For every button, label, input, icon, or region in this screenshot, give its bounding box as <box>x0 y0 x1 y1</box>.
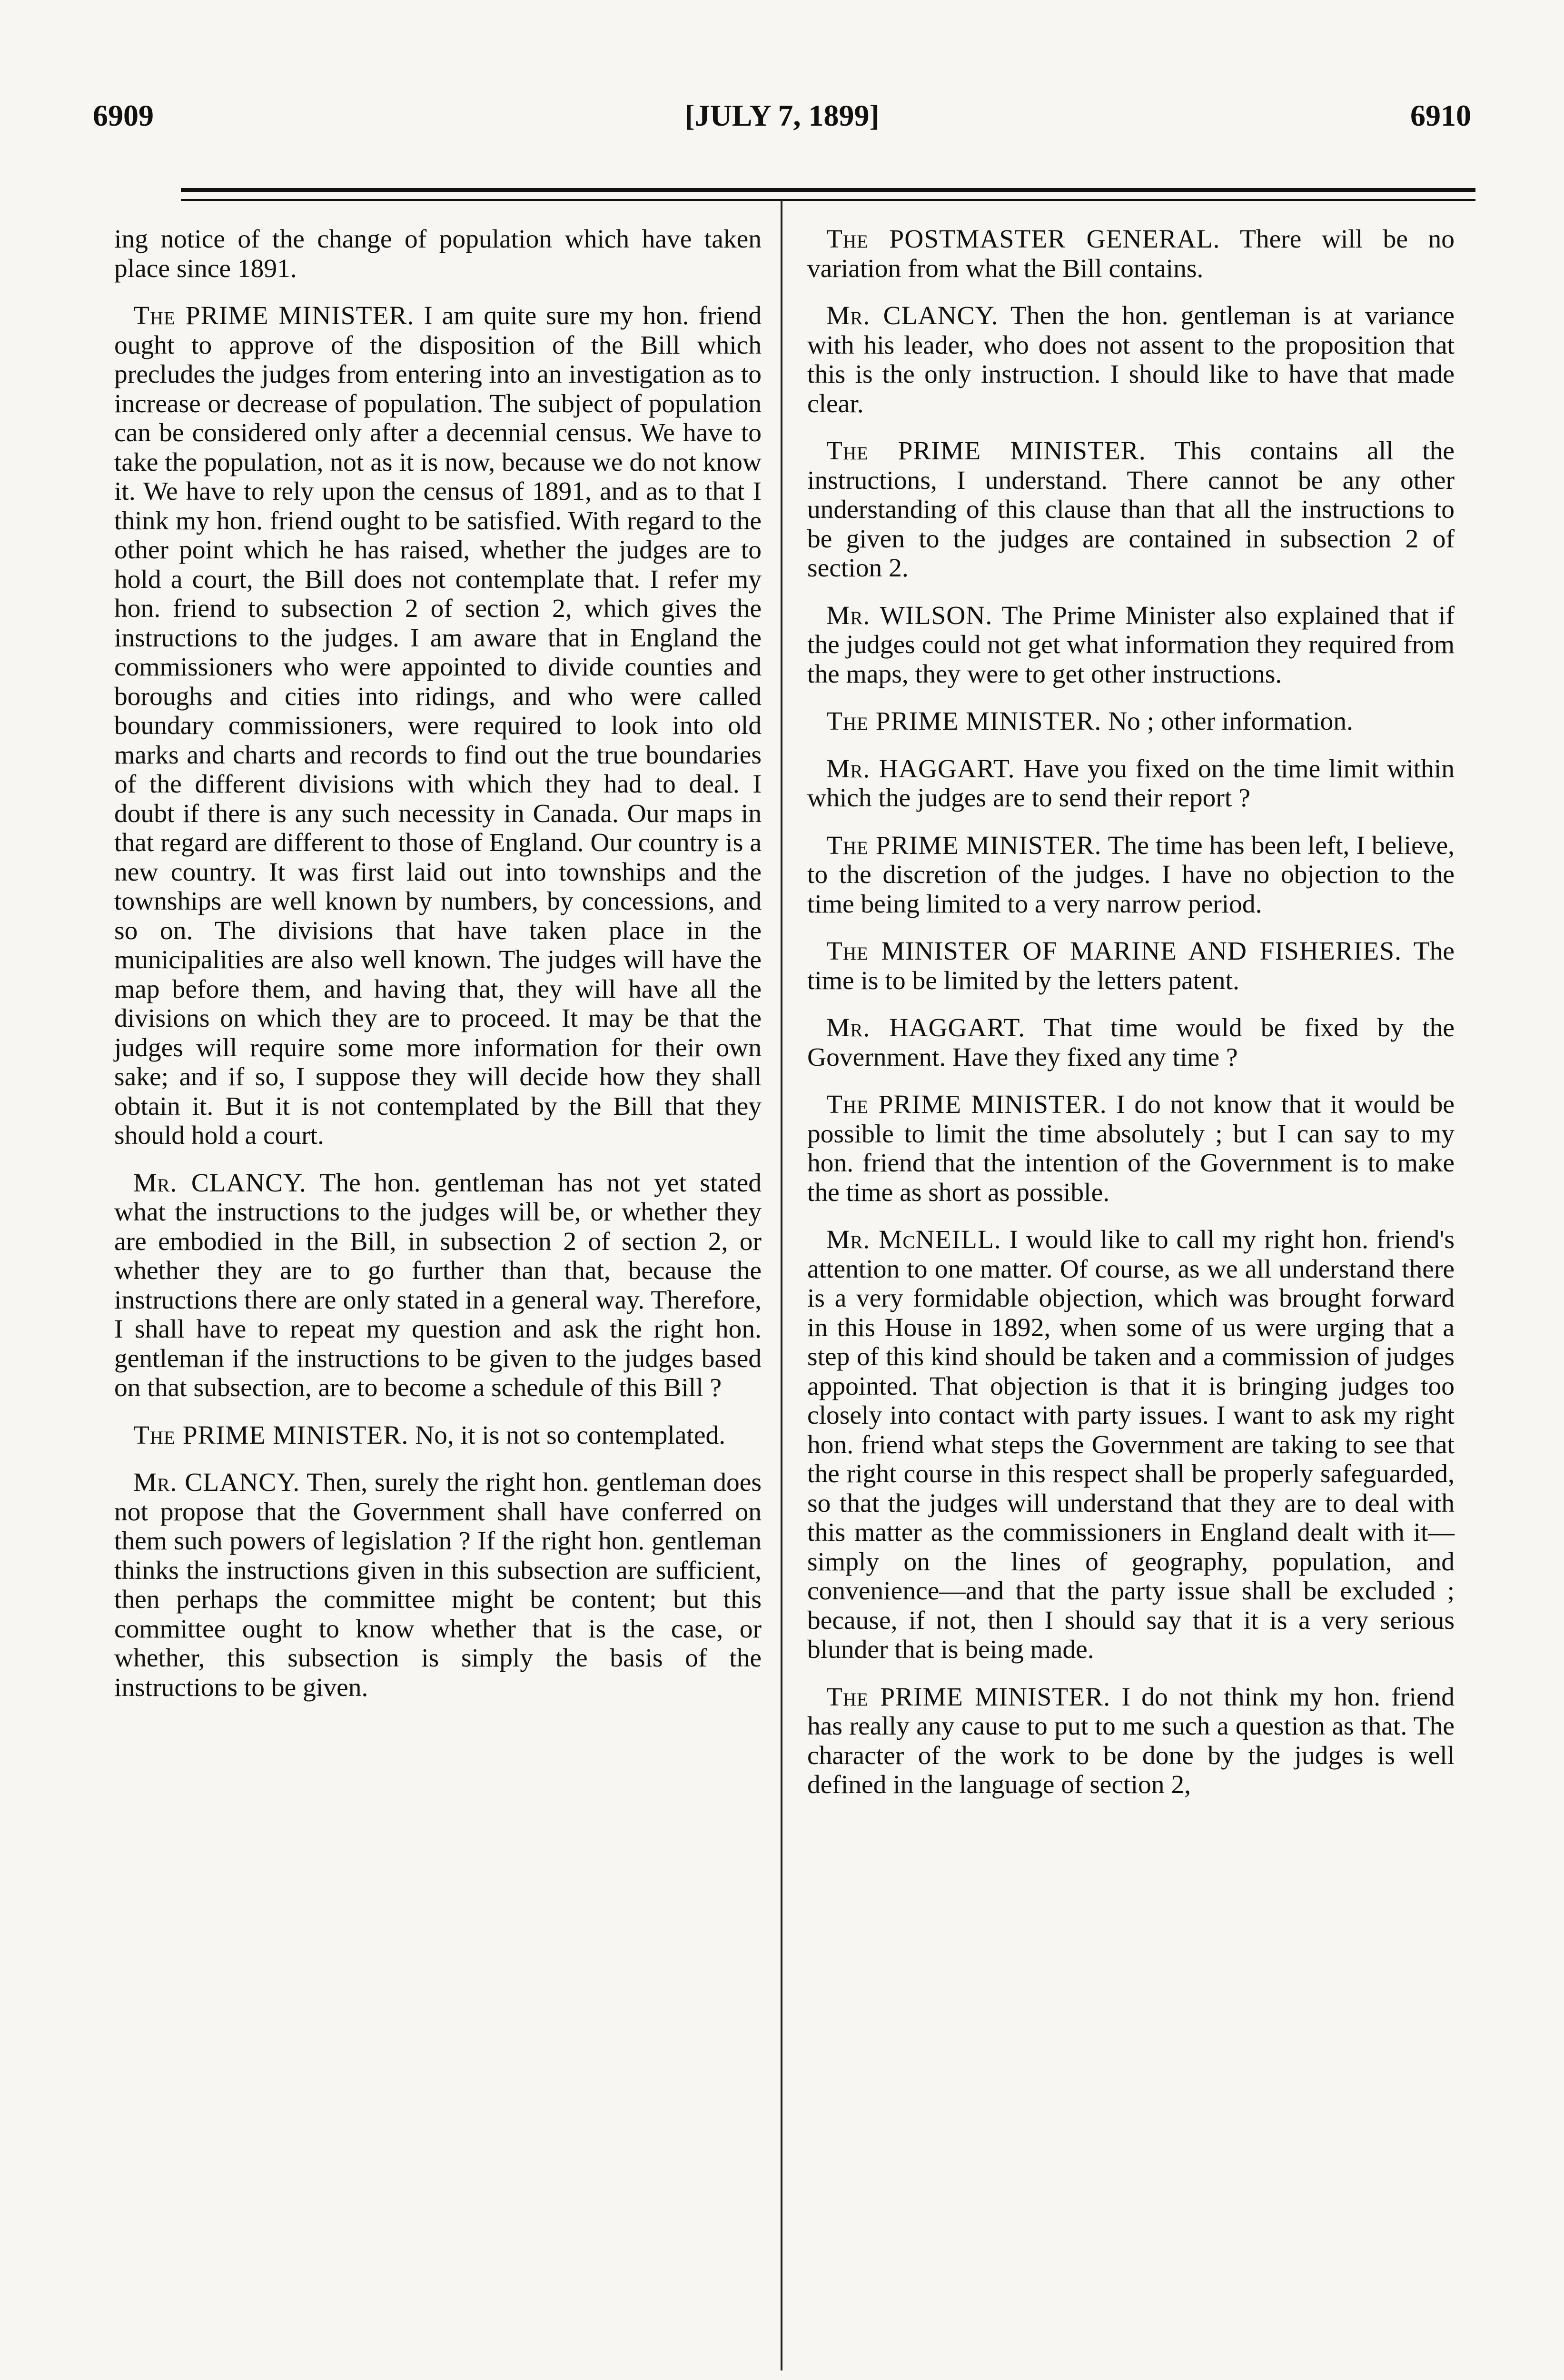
speech-paragraph <box>807 601 1455 689</box>
speech-paragraph <box>807 1225 1455 1665</box>
speech-text: No ; other information. <box>1108 707 1353 736</box>
speaker-name: The PRIME MINISTER. <box>826 1090 1107 1119</box>
speech-paragraph <box>807 937 1455 995</box>
speech-paragraph <box>114 1468 762 1702</box>
speech-paragraph <box>807 301 1455 418</box>
speech-paragraph <box>807 707 1455 736</box>
page-number-right: 6910 <box>1410 99 1471 132</box>
speech-text: I am quite sure my hon. friend ought to approve of the disposition of the Bill which precludes the judges from entering into an investigation as to increase or decrease of population. The subject of population can be considered only after a decennial census. We have to take the population, not as it is now, because we do not know it. We have to rely upon the census of 1891, and as to that I think my hon. friend ought to be satisfied. With regard to the other point which he has raised, whether the judges are to hold a court, the Bill does not contemplate that. I refer my hon. friend to subsection 2 of section 2, which gives the instructions to the judges. I am aware that in England the commissioners who were appointed to divide counties and boroughs and cities into ridings, and who were called boundary commissioners, were required to look into old marks and charts and records to find out the true boundaries of the different divisions with which they had to deal. I doubt if there is any such necessity in Canada. Our maps in that regard are different to those of England. Our country is a new country. It was first laid out into townships and the townships are well known by numbers, by concessions, and so on. The divisions that have taken place in the municipalities are also well known. The judges will have the map before them, and having that, they will have all the divisions on which they are to proceed. It may be that the judges will require some more information for their own sake; and if so, I suppose they will decide how they shall obtain it. But it is not contemplated by the Bill that they should hold a court. <box>114 301 762 1150</box>
speaker-name: Mr. CLANCY. <box>133 1168 307 1198</box>
speech-text: That time would be fixed by the Government. Have they fixed any time ? <box>807 1013 1455 1072</box>
speech-text: The time is to be limited by the letters patent. <box>807 937 1455 995</box>
speaker-name: The PRIME MINISTER. <box>826 831 1102 860</box>
speech-paragraph <box>807 831 1455 919</box>
speech-paragraph <box>807 1683 1455 1800</box>
speaker-name: The PRIME MINISTER. <box>826 707 1102 736</box>
speech-paragraph <box>807 1013 1455 1072</box>
speech-text: The time has been left, I believe, to the discretion of the judges. I have no objection to the time being limited to a very narrow period. <box>807 831 1455 919</box>
speech-text: I do not know that it would be possible to limit the time absolutely ; but I can say to my hon. friend that the intention of the Government is to make the time as short as possible. <box>807 1090 1455 1207</box>
left-column <box>114 225 762 1720</box>
speech-paragraph <box>114 225 762 283</box>
page-date: [JULY 7, 1899] <box>684 99 880 132</box>
speech-paragraph <box>807 436 1455 583</box>
speaker-name: Mr. HAGGART. <box>826 1013 1026 1042</box>
right-column <box>807 225 1455 1818</box>
speech-text: The Prime Minister also explained that if the judges could not get what information they required from the maps, they were to get other instructions. <box>807 601 1455 689</box>
header-rule <box>181 188 1475 192</box>
speech-paragraph <box>807 754 1455 813</box>
speaker-name: The MINISTER OF MARINE AND FISHERIES. <box>826 937 1402 966</box>
speech-text: There will be no variation from what the Bill contains. <box>807 225 1455 283</box>
speech-text: Then, surely the right hon. gentleman does not propose that the Government shall have conferred on them such powers of legislation ? If the right hon. gentleman thinks the instructions given in this subsection are sufficient, then perhaps the committee might be content; but this committee ought to know whether that is the case, or whether, this subsection is simply the basis of the instructions to be given. <box>114 1468 762 1702</box>
speaker-name: Mr. CLANCY. <box>133 1468 300 1497</box>
speech-text: I do not think my hon. friend has really any cause to put to me such a question as that. The character of the work to be done by the judges is well defined in the language of section 2, <box>807 1682 1455 1799</box>
page-header <box>0 94 1564 137</box>
speech-text: No, it is not so contemplated. <box>415 1420 726 1450</box>
speaker-name: The PRIME MINISTER. <box>826 1682 1111 1712</box>
speaker-name: Mr. McNEILL. <box>826 1225 1001 1254</box>
speech-text: I would like to call my right hon. friend's attention to one matter. Of course, as we all understand there is a very formidable objection, which was brought forward in this House in 1892, when some of us were urging that a step of this kind should be taken and a commission of judges appointed. That objection is that it is bringing judges too closely into contact with party issues. I want to ask my right hon. friend what steps the Government are taking to see that the right course in this respect shall be properly safeguarded, so that the judges will understand that they are to deal with this matter as the commissioners in England dealt with it—simply on the lines of geography, population, and convenience—and that the party issue shall be excluded ; because, if not, then I should say that it is a very serious blunder that is being made. <box>807 1225 1455 1664</box>
speech-paragraph <box>114 1421 762 1450</box>
speaker-name: The POSTMASTER GENERAL. <box>826 225 1220 254</box>
page-number-left: 6909 <box>93 99 154 132</box>
speech-text: This contains all the instructions, I understand. There cannot be any other understanding of this clause than that all the instructions to be given to the judges are contained in subsection 2 of section 2. <box>807 436 1455 583</box>
speaker-name: The PRIME MINISTER. <box>826 436 1146 466</box>
speech-text: Have you fixed on the time limit within which the judges are to send their report ? <box>807 754 1455 813</box>
speech-text: The hon. gentleman has not yet stated what the instructions to the judges will be, or whether they are embodied in the Bill, in subsection 2 of section 2, or whether they are to go further than that, because the instructions there are only stated in a general way. Therefore, I shall have to repeat my question and ask the right hon. gentleman if the instructions to be given to the judges based on that subsection, are to become a schedule of this Bill ? <box>114 1168 762 1402</box>
speech-text: Then the hon. gentleman is at variance with his leader, who does not assent to the proposition that this is the only instruction. I should like to have that made clear. <box>807 301 1455 418</box>
speech-paragraph <box>807 1090 1455 1207</box>
speaker-name: Mr. HAGGART. <box>826 754 1015 783</box>
speaker-name: The PRIME MINISTER. <box>133 1420 409 1450</box>
speech-paragraph <box>114 301 762 1150</box>
speaker-name: Mr. CLANCY. <box>826 301 999 330</box>
column-divider <box>781 200 782 2370</box>
speaker-name: The PRIME MINISTER. <box>133 301 415 330</box>
speech-paragraph <box>114 1169 762 1403</box>
speech-text: ing notice of the change of population which have taken place since 1891. <box>114 225 762 283</box>
speech-paragraph <box>807 225 1455 283</box>
header-rule-thin <box>181 199 1475 201</box>
speaker-name: Mr. WILSON. <box>826 601 993 630</box>
